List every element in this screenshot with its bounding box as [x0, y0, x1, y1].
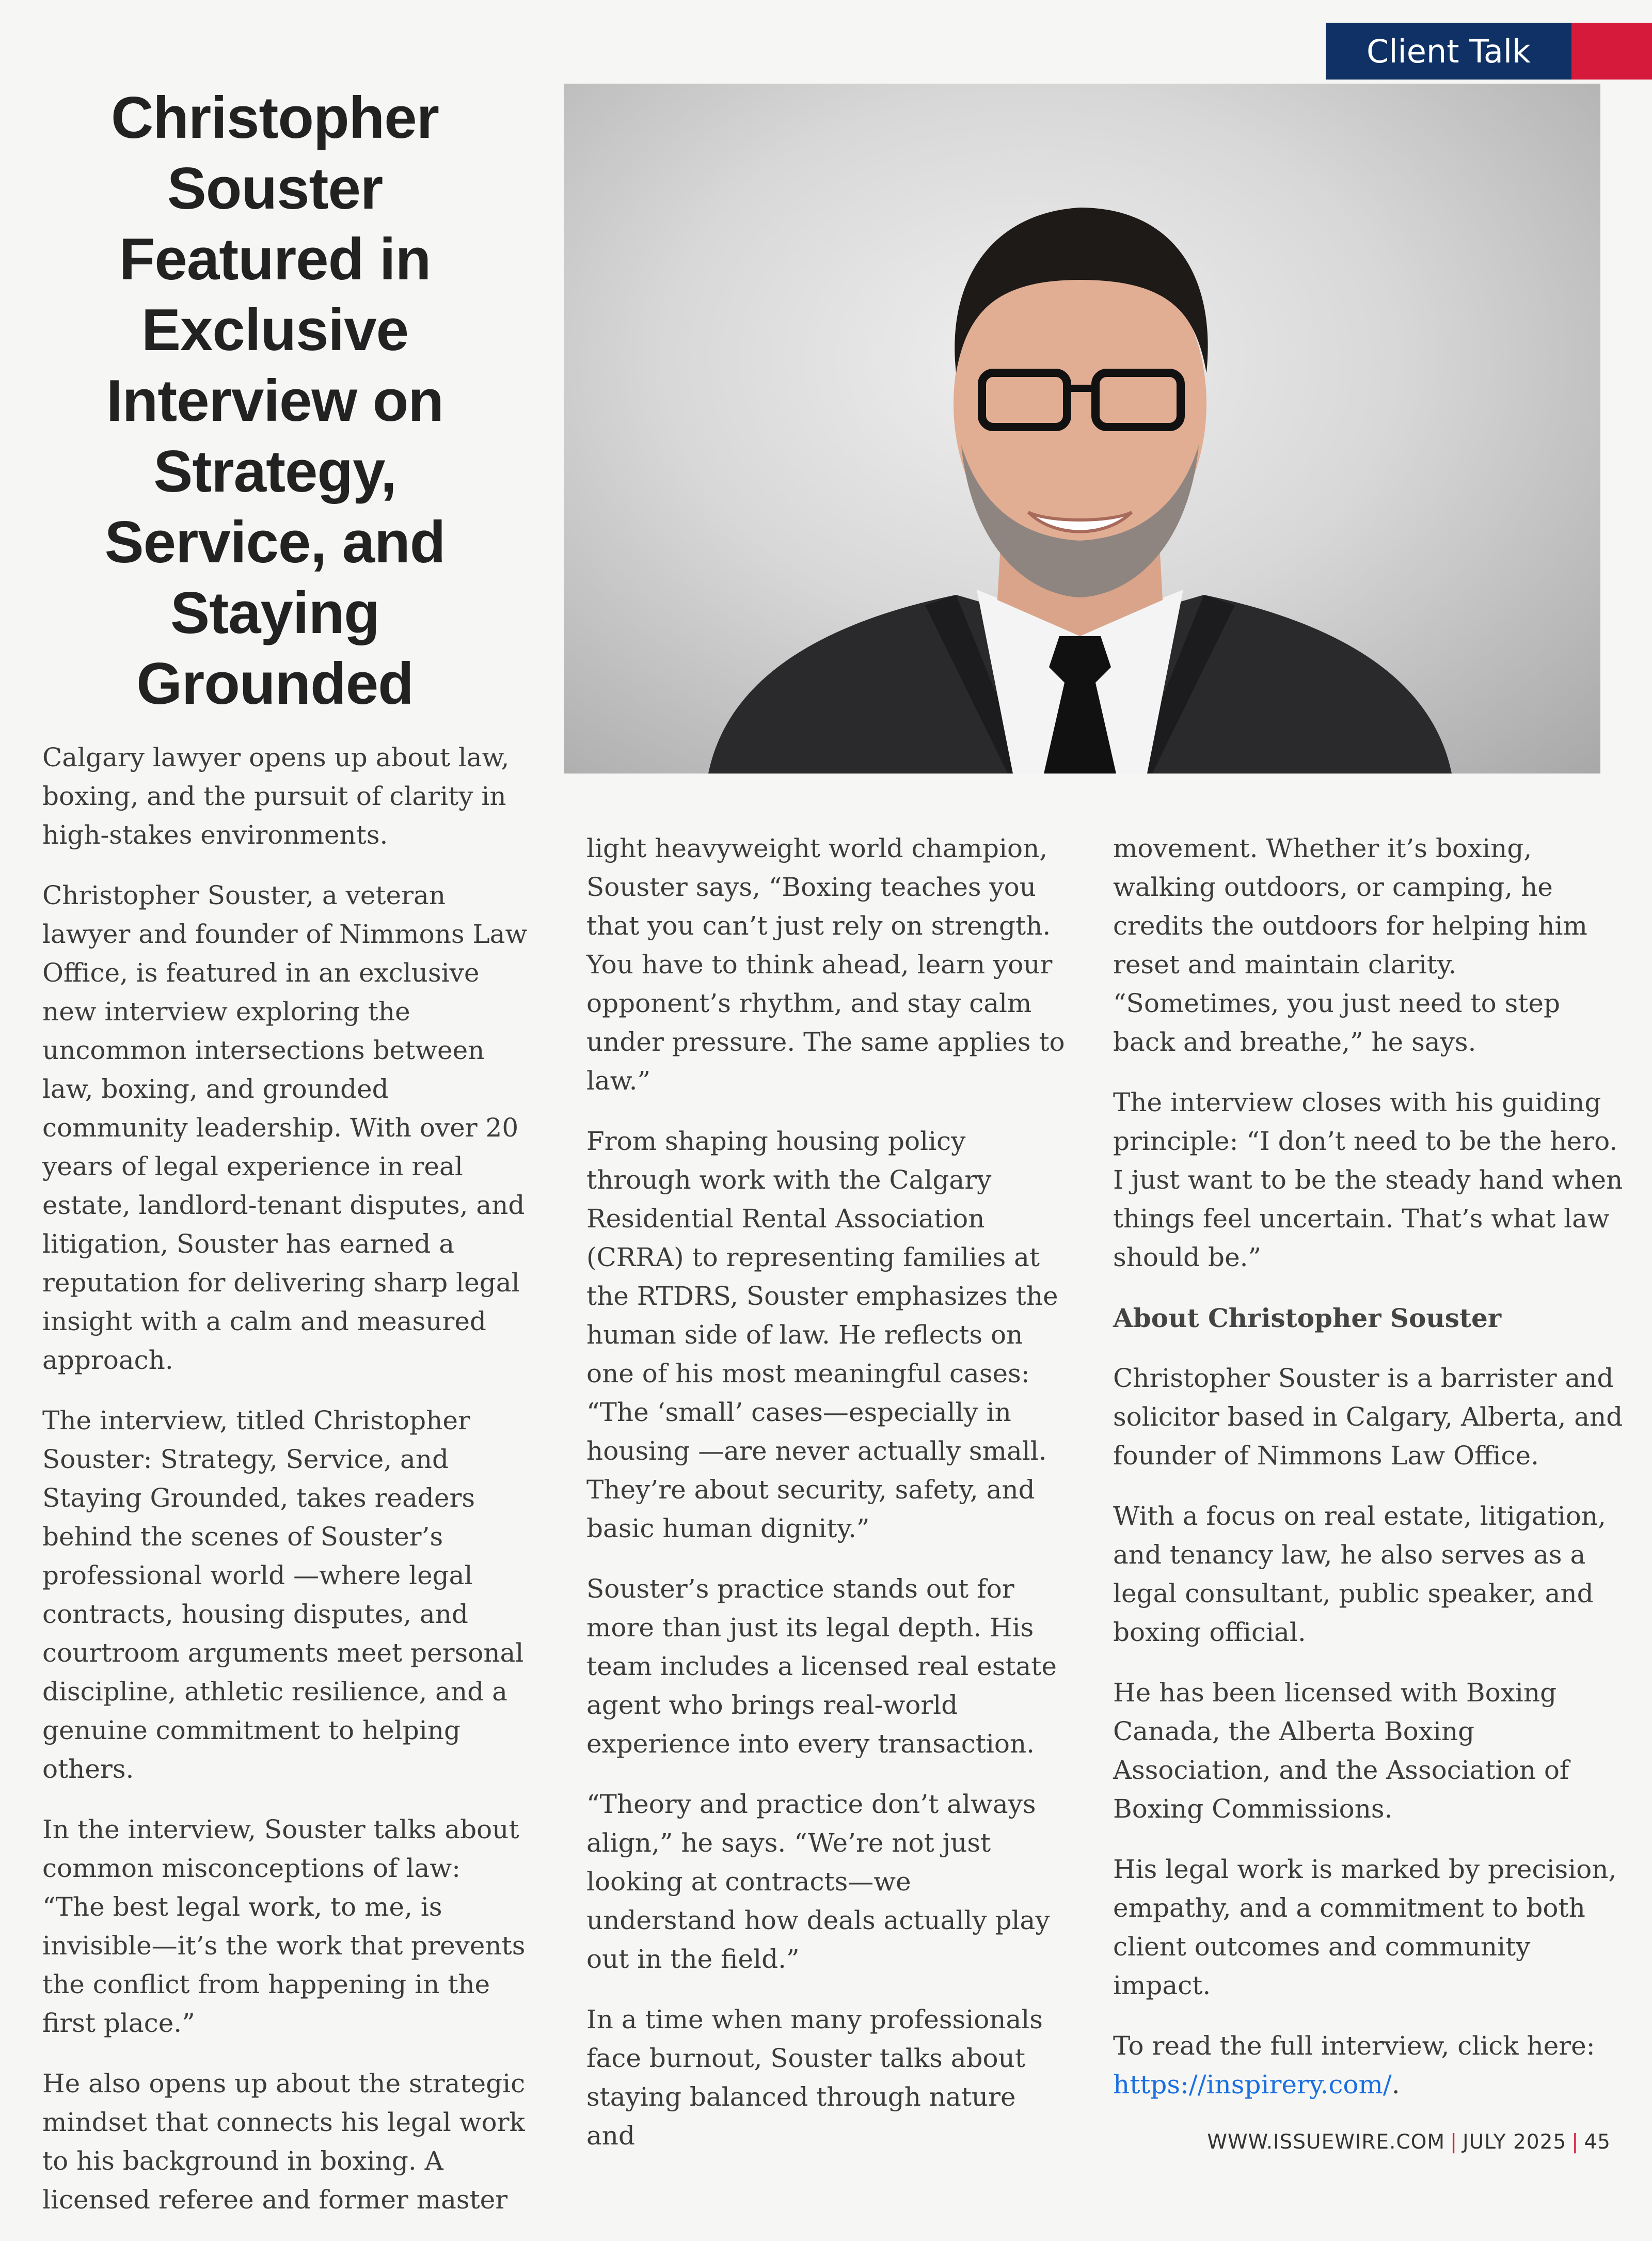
- article-paragraph: “Theory and practice don’t always align,” he says. “We’re not just looking at contracts—we understand how deals actually play out in the field.”: [586, 1789, 1050, 1974]
- article-column-2: [586, 829, 1067, 2177]
- portrait-illustration: [564, 84, 1600, 774]
- page-footer: [1207, 2130, 1611, 2154]
- closing-text: To read the full interview, click here:: [1113, 2031, 1595, 2061]
- interview-link[interactable]: https://inspirery.com/: [1113, 2070, 1392, 2100]
- about-heading: About Christopher Souster: [1113, 1303, 1502, 1333]
- article-paragraph: With a focus on real estate, litigation, and tenancy law, he also serves as a legal consultant, public speaker, and boxing official.: [1113, 1501, 1606, 1647]
- section-badge: [1326, 23, 1652, 80]
- article-column-1: [42, 738, 528, 2241]
- article-paragraph: He has been licensed with Boxing Canada, the Alberta Boxing Association, and the Association of Boxing Commissions.: [1113, 1678, 1569, 1824]
- article-paragraph: light heavyweight world champion, Souster says, “Boxing teaches you that you can’t just rely on strength. You have to think ahead, learn your opponent’s rhythm, and stay calm under pressure. The same applies to law.”: [586, 833, 1065, 1096]
- article-paragraph: The interview closes with his guiding principle: “I don’t need to be the hero. I just want to be the steady hand when things feel uncertain. That’s what law should be.”: [1113, 1087, 1623, 1272]
- page-number: 45: [1584, 2130, 1611, 2154]
- closing-paragraph: [1113, 2027, 1624, 2104]
- article-headline: Christopher Souster Featured in Exclusive Interview on Strategy, Service, and Staying Grounded: [104, 85, 446, 717]
- article-subtitle: Calgary lawyer opens up about law, boxing, and the pursuit of clarity in high-stakes environments.: [42, 743, 510, 850]
- article-column-3: [1113, 829, 1624, 2126]
- article-paragraph: movement. Whether it’s boxing, walking outdoors, or camping, he credits the outdoors for helping him reset and maintain clarity. “Sometimes, you just need to step back and breathe,” he says.: [1113, 833, 1587, 1057]
- closing-period: .: [1391, 2070, 1400, 2100]
- section-badge-accent: [1571, 23, 1652, 80]
- portrait-photo: [564, 84, 1600, 774]
- footer-date: JULY 2025: [1463, 2130, 1567, 2154]
- article-paragraph: His legal work is marked by precision, empathy, and a commitment to both client outcomes and community impact.: [1113, 1854, 1617, 2000]
- article-paragraph: The interview, titled Christopher Souster: Strategy, Service, and Staying Grounded, takes readers behind the scenes of Souster’s professional world —where legal contracts, housing disputes, and courtroom arguments meet personal discipline, athletic resilience, and a genuine commitment to helping others.: [42, 1406, 524, 1784]
- article-paragraph: Souster’s practice stands out for more than just its legal depth. His team includes a licensed real estate agent who brings real-world experience into every transaction.: [586, 1574, 1057, 1759]
- article-paragraph: In a time when many professionals face burnout, Souster talks about staying balanced through nature and: [586, 2005, 1043, 2151]
- article-paragraph: In the interview, Souster talks about common misconceptions of law: “The best legal work, to me, is invisible—it’s the work that prevents the conflict from happening in the first place.”: [42, 1814, 526, 2038]
- footer-site: WWW.ISSUEWIRE.COM: [1207, 2130, 1445, 2154]
- article-paragraph: Christopher Souster, a veteran lawyer and founder of Nimmons Law Office, is featured in an exclusive new interview exploring the uncommon intersections between law, boxing, and grounded community leadership. With over 20 years of legal experience in real estate, landlord-tenant disputes, and litigation, Souster has earned a reputation for delivering sharp legal insight with a calm and measured approach.: [42, 880, 528, 1375]
- footer-separator: |: [1450, 2130, 1458, 2154]
- section-badge-label: Client Talk: [1326, 23, 1571, 80]
- article-paragraph: From shaping housing policy through work with the Calgary Residential Rental Association (CRRA) to representing families at the RTDRS, Souster emphasizes the human side of law. He reflects on one of his most meaningful cases: “The ‘small’ cases—especially in housing —are never actually small. They’re about security, safety, and basic human dignity.”: [586, 1126, 1058, 1543]
- article-paragraph: He also opens up about the strategic mindset that connects his legal work to his background in boxing. A licensed referee and former master: [42, 2069, 526, 2215]
- article-paragraph: Christopher Souster is a barrister and solicitor based in Calgary, Alberta, and founder of Nimmons Law Office.: [1113, 1363, 1623, 1471]
- footer-separator: |: [1571, 2130, 1579, 2154]
